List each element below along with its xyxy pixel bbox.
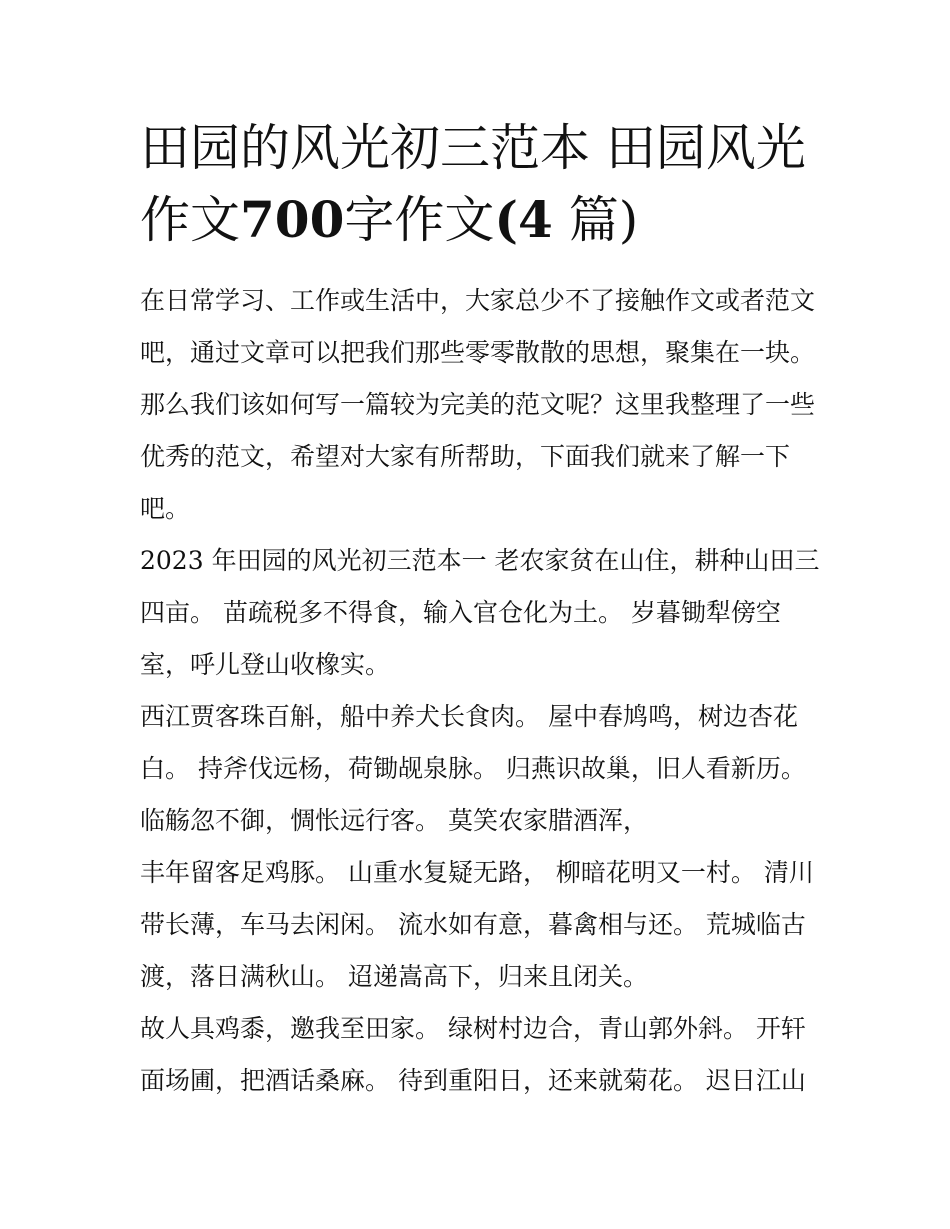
- paragraph-line: 西江贾客珠百斛，船中养犬长食肉。 屋中春鸠鸣，树边杏花: [140, 702, 798, 731]
- paragraph-4: [140, 847, 820, 1003]
- paragraph-line: 吧。: [140, 494, 191, 523]
- paragraph-line: 故人具鸡黍，邀我至田家。 绿树村边合，青山郭外斜。 开轩: [140, 1014, 806, 1043]
- title-line-1: 田园的风光初三范本 田园风光: [140, 119, 806, 177]
- title-paren-open: (: [494, 190, 519, 249]
- paragraph-line: 白。 持斧伐远杨，荷锄觇泉脉。 归燕识故巢，旧人看新历。: [140, 754, 806, 783]
- paragraph-line: 临觞忽不御，惆怅远行客。 莫笑农家腊酒浑，: [140, 806, 648, 835]
- paragraph-line: 四亩。 苗疏税多不得食，输入官仓化为土。 岁暮锄犁傍空: [140, 598, 781, 627]
- paragraph-line: 那么我们该如何写一篇较为完美的范文呢？这里我整理了一些: [140, 390, 816, 419]
- paragraph-line: 面场圃，把酒话桑麻。 待到重阳日，还来就菊花。 迟日江山: [140, 1066, 806, 1095]
- title-number: 700: [240, 190, 345, 249]
- paragraph-3: [140, 691, 820, 847]
- paragraph-2: [140, 535, 820, 691]
- document-body: [140, 275, 820, 1107]
- paragraph-line: 渡，落日满秋山。 迢递嵩高下，归来且闭关。: [140, 962, 648, 991]
- paragraph-line: 室，呼儿登山收橡实。: [140, 650, 391, 679]
- paragraph-line: 在日常学习、工作或生活中，大家总少不了接触作文或者范文: [140, 286, 816, 315]
- title-suffix: 篇): [552, 191, 639, 249]
- title-mid: 字作文: [344, 191, 495, 249]
- title-line-2: [140, 184, 830, 256]
- title-prefix: 作文: [140, 191, 240, 249]
- paragraph-5: [140, 1003, 820, 1107]
- title-count: 4: [518, 190, 553, 249]
- document-title: [140, 112, 830, 256]
- paragraph-line: 吧，通过文章可以把我们那些零零散散的思想，聚集在一块。: [140, 338, 816, 367]
- paragraph-intro: [140, 275, 820, 535]
- paragraph-line: 2023 年田园的风光初三范本一 老农家贫在山住，耕种山田三: [140, 546, 820, 575]
- paragraph-line: 优秀的范文，希望对大家有所帮助，下面我们就来了解一下: [140, 442, 791, 471]
- paragraph-line: 丰年留客足鸡豚。 山重水复疑无路， 柳暗花明又一村。 清川: [140, 858, 814, 887]
- paragraph-line: 带长薄，车马去闲闲。 流水如有意，暮禽相与还。 荒城临古: [140, 910, 806, 939]
